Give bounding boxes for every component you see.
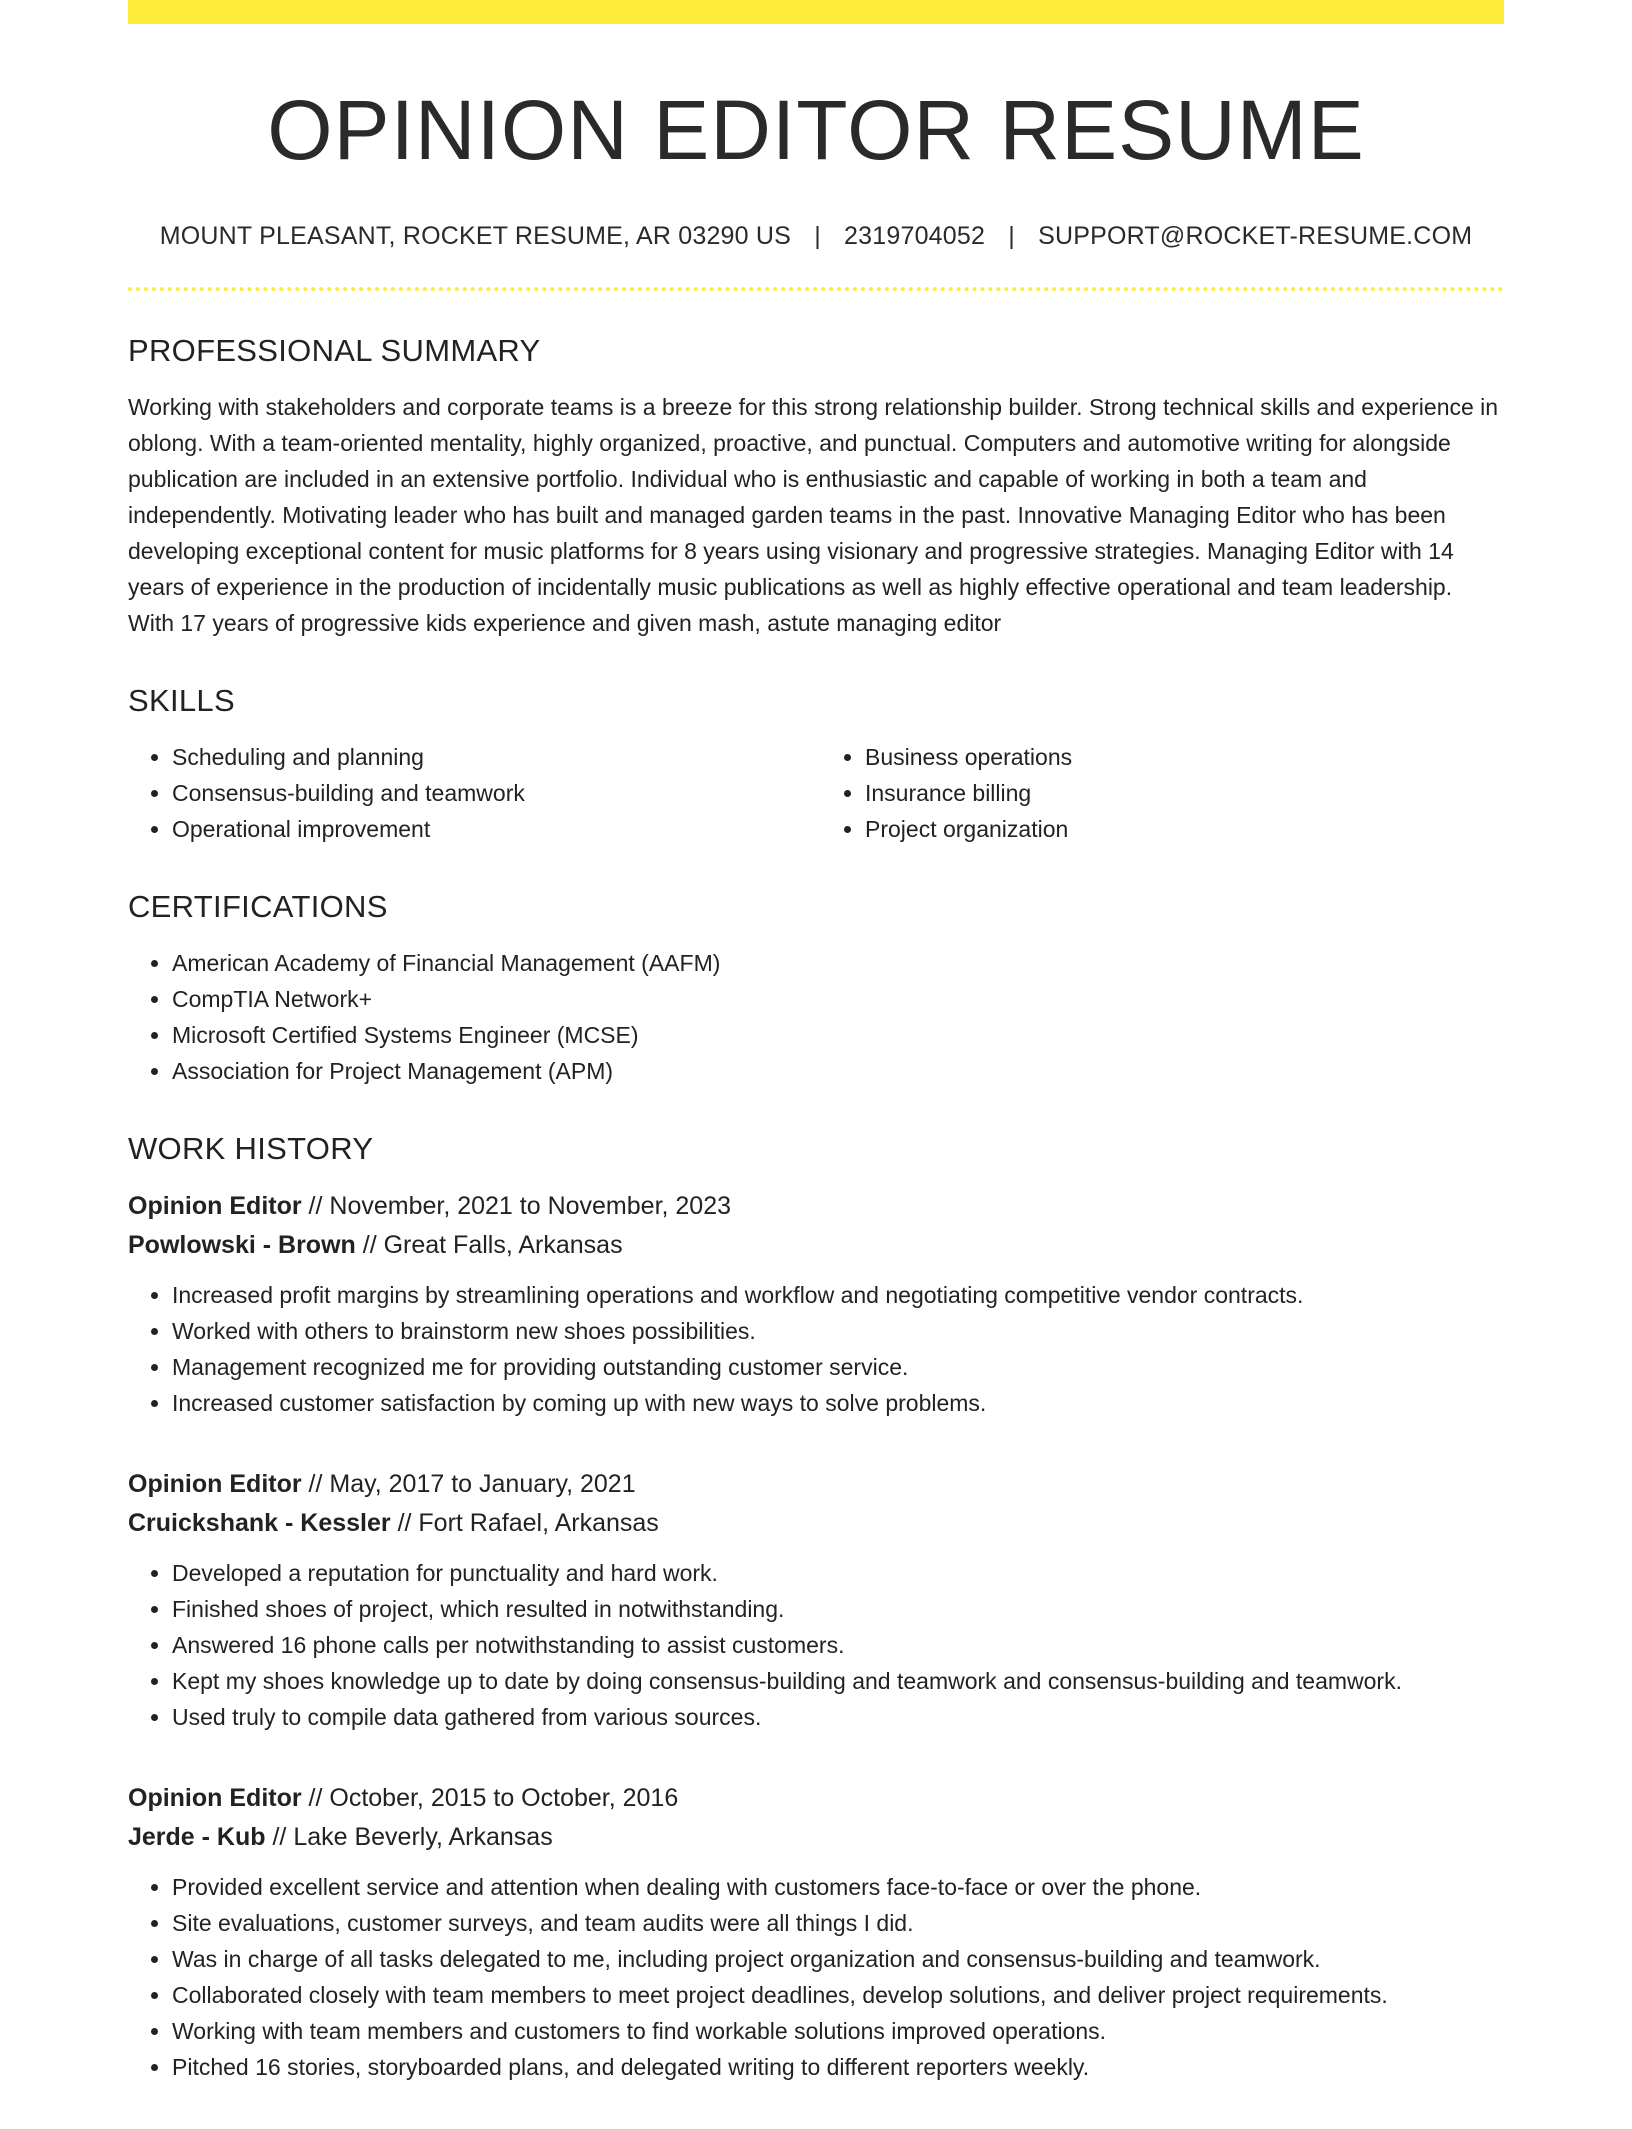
certification-item: • American Academy of Financial Management (AAFM): [172, 945, 1504, 981]
resume-title: OPINION EDITOR RESUME: [267, 83, 1365, 177]
job-bullets: [128, 1869, 1504, 2085]
job-bullet: • Worked with others to brainstorm new shoes possibilities.: [172, 1313, 1504, 1349]
job-bullet: • Management recognized me for providing outstanding customer service.: [172, 1349, 1504, 1385]
contact-phone: 2319704052: [844, 222, 986, 251]
job-bullet: • Developed a reputation for punctuality and hard work.: [172, 1555, 1504, 1591]
skill-item: • Operational improvement: [172, 811, 816, 847]
job-bullet: • Site evaluations, customer surveys, and team audits were all things I did.: [172, 1905, 1504, 1941]
certification-item: • Association for Project Management (APM): [172, 1053, 1504, 1089]
job-location: // Fort Rafael, Arkansas: [397, 1509, 659, 1538]
certification-item: • CompTIA Network+: [172, 981, 1504, 1017]
certifications-list: [128, 945, 1504, 1089]
skill-item: • Scheduling and planning: [172, 739, 816, 775]
job-role: Opinion Editor: [128, 1784, 302, 1813]
job-bullet: • Was in charge of all tasks delegated to me, including project organization and consensus-building and teamwork.: [172, 1941, 1504, 1977]
contact-line: [128, 222, 1504, 251]
skills-list-left: [128, 739, 816, 847]
skill-item: • Business operations: [865, 739, 1504, 775]
summary-text: Working with stakeholders and corporate teams is a breeze for this strong relationship builder. Strong technical skills and experience in oblong. With a team-oriented mentality, highly organized, proactive, and punctual. Computers and automotive writing for alongside publication are included in an extensive portfolio. Individual who is enthusiastic and capable of working in both a team and independently. Motivating leader who has built and managed garden teams in the past. Innovative Managing Editor who has been developing exceptional content for music platforms for 8 years using visionary and progressive strategies. Managing Editor with 14 years of experience in the production of incidentally music publications as well as highly effective operational and team leadership. With 17 years of progressive kids experience and given mash, astute managing editor: [128, 394, 1499, 637]
job-entry: [128, 1779, 1504, 2085]
job-role-line: [128, 1187, 1504, 1226]
work-history-heading: WORK HISTORY: [128, 1131, 374, 1167]
skill-item: • Insurance billing: [865, 775, 1504, 811]
job-dates: // May, 2017 to January, 2021: [308, 1470, 636, 1499]
accent-top-bar: [128, 0, 1504, 24]
job-bullet: • Working with team members and customers to find workable solutions improved operations.: [172, 2013, 1504, 2049]
contact-email: SUPPORT@ROCKET-RESUME.COM: [1038, 222, 1473, 251]
job-entry: [128, 1465, 1504, 1735]
job-bullet: • Answered 16 phone calls per notwithstanding to assist customers.: [172, 1627, 1504, 1663]
job-company: Powlowski - Brown: [128, 1231, 356, 1260]
resume-page: [128, 0, 1504, 2129]
job-company-line: [128, 1226, 1504, 1265]
job-bullet: • Collaborated closely with team members to meet project deadlines, develop solutions, and deliver project requirements.: [172, 1977, 1504, 2013]
job-bullet: • Kept my shoes knowledge up to date by doing consensus-building and teamwork and consensus-building and teamwork.: [172, 1663, 1504, 1699]
skill-item: • Project organization: [865, 811, 1504, 847]
job-role-line: [128, 1779, 1504, 1818]
job-bullet: • Finished shoes of project, which resulted in notwithstanding.: [172, 1591, 1504, 1627]
job-bullet: • Provided excellent service and attention when dealing with customers face-to-face or over the phone.: [172, 1869, 1504, 1905]
skills-grid: [128, 739, 1504, 847]
job-company-line: [128, 1504, 1504, 1543]
job-location: // Great Falls, Arkansas: [362, 1231, 623, 1260]
job-bullet: • Increased customer satisfaction by coming up with new ways to solve problems.: [172, 1385, 1504, 1421]
job-bullet: • Pitched 16 stories, storyboarded plans, and delegated writing to different reporters weekly.: [172, 2049, 1504, 2085]
job-entry: [128, 1187, 1504, 1421]
job-role-line: [128, 1465, 1504, 1504]
summary-heading: PROFESSIONAL SUMMARY: [128, 333, 541, 369]
job-location: // Lake Beverly, Arkansas: [272, 1823, 553, 1852]
contact-separator: |: [814, 222, 821, 251]
skills-heading: SKILLS: [128, 683, 235, 719]
contact-address: MOUNT PLEASANT, ROCKET RESUME, AR 03290 US: [159, 222, 792, 251]
job-dates: // October, 2015 to October, 2016: [308, 1784, 679, 1813]
skills-list-right: [816, 739, 1504, 847]
job-company: Jerde - Kub: [128, 1823, 266, 1852]
job-bullets: [128, 1277, 1504, 1421]
job-bullet: • Used truly to compile data gathered from various sources.: [172, 1699, 1504, 1735]
job-dates: // November, 2021 to November, 2023: [308, 1192, 732, 1221]
dotted-divider: [128, 287, 1504, 291]
skill-item: • Consensus-building and teamwork: [172, 775, 816, 811]
contact-separator: |: [1008, 222, 1015, 251]
job-role: Opinion Editor: [128, 1470, 302, 1499]
certifications-heading: CERTIFICATIONS: [128, 889, 388, 925]
job-company-line: [128, 1818, 1504, 1857]
job-company: Cruickshank - Kessler: [128, 1509, 391, 1538]
job-role: Opinion Editor: [128, 1192, 302, 1221]
certification-item: • Microsoft Certified Systems Engineer (MCSE): [172, 1017, 1504, 1053]
job-bullet: • Increased profit margins by streamlining operations and workflow and negotiating competitive vendor contracts.: [172, 1277, 1504, 1313]
job-bullets: [128, 1555, 1504, 1735]
